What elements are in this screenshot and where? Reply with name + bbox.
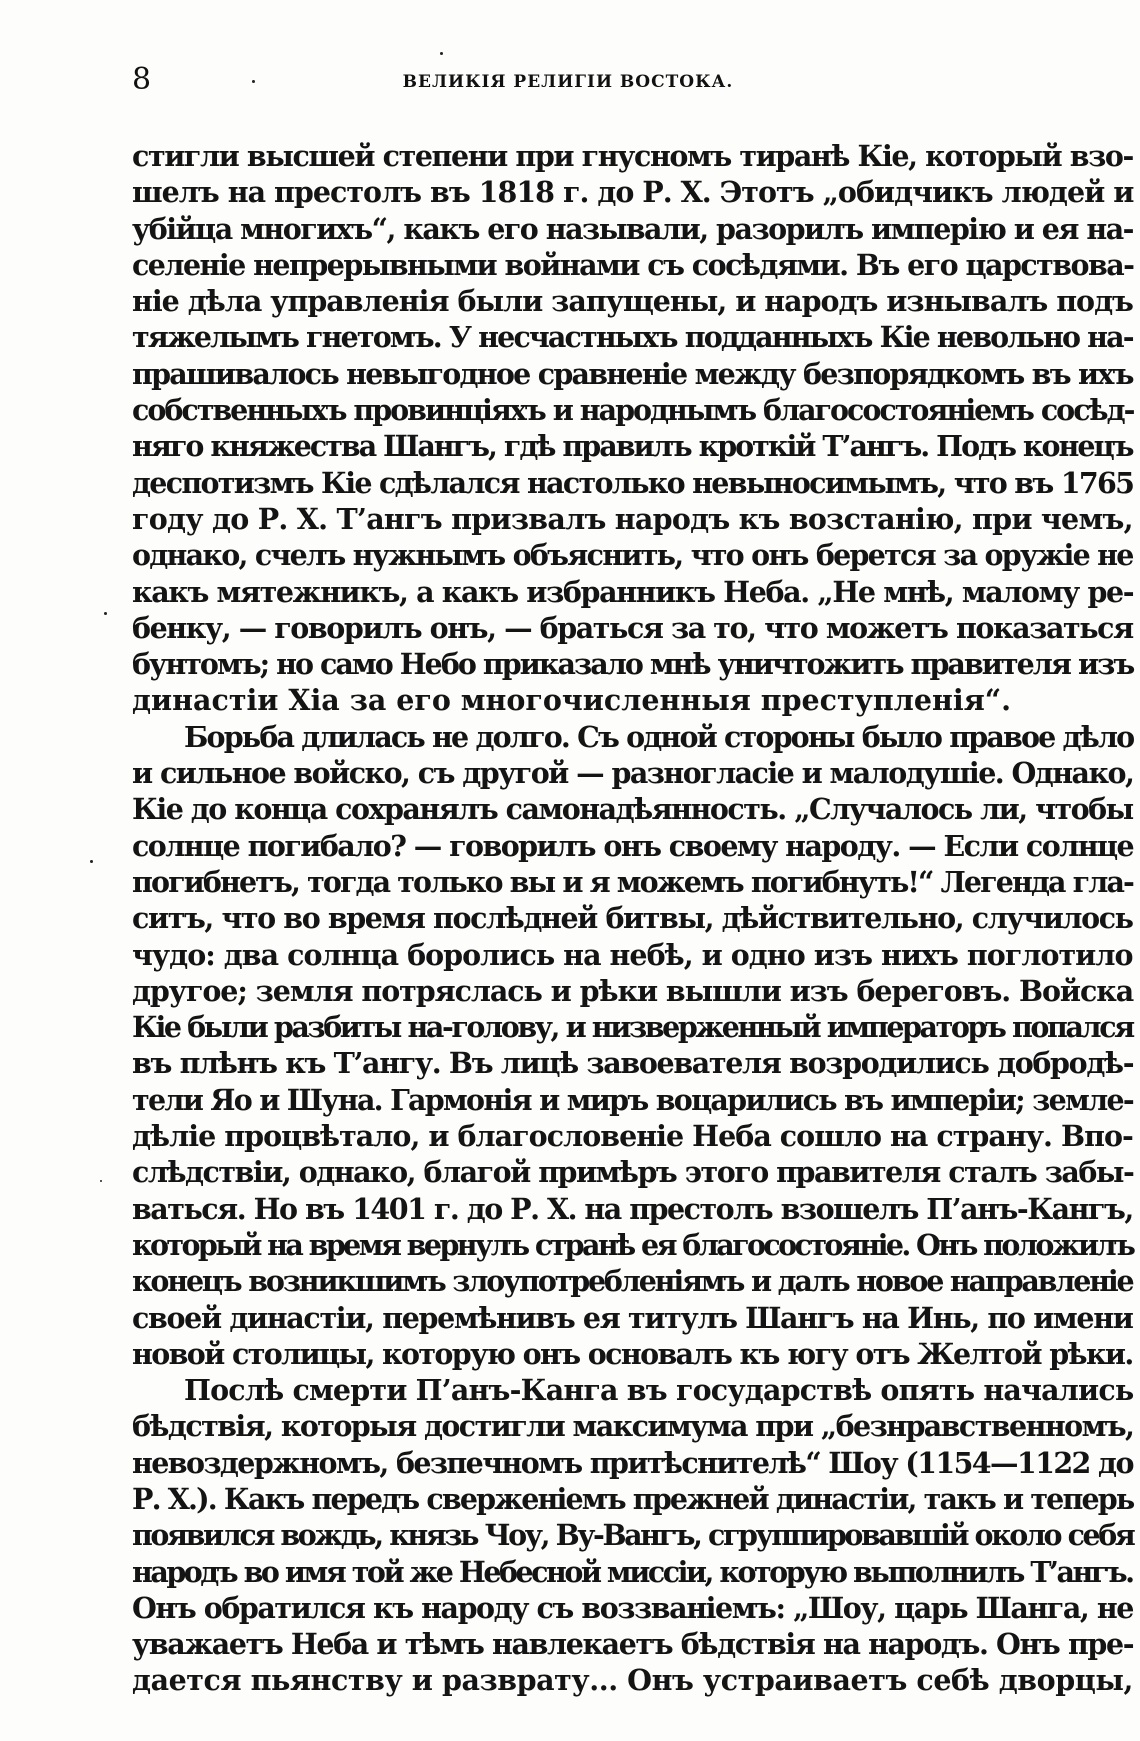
text-line: который на время вернулъ странѣ ея благосостояніе. Онъ положилъ <box>132 1227 1134 1262</box>
print-speck <box>440 52 443 55</box>
text-line: однако, счелъ нужнымъ объяснить, что онъ берется за оружіе не <box>132 538 1133 573</box>
text-line: слѣдствіи, однако, благой примѣръ этого правителя сталъ забы- <box>132 1155 1134 1190</box>
text-line: стигли высшей степени при гнусномъ тиранѣ Кіе, который взо- <box>132 139 1133 173</box>
text-line: Кіе до конца сохранялъ самонадѣянность. „Случалось ли, чтобы <box>132 792 1133 827</box>
text-line: въ плѣнъ къ Т’ангу. Въ лицѣ завоевателя возродились добродѣ- <box>132 1046 1134 1081</box>
text-line: уважаетъ Неба и тѣмъ навлекаетъ бѣдствія на народъ. Онъ пре- <box>132 1627 1134 1662</box>
text-line: какъ мятежникъ, а какъ избранникъ Неба. „Не мнѣ, малому ре- <box>132 574 1134 609</box>
text-line: собственныхъ провинціяхъ и народнымъ благосостояніемъ сосѣд- <box>132 393 1134 428</box>
text-line: селеніе непрерывными войнами съ сосѣдями. Въ его царствова- <box>132 247 1134 282</box>
paragraph <box>132 719 1133 1372</box>
text-line: деспотизмъ Кіе сдѣлался настолько невыносимымъ, что въ 1765 <box>132 465 1134 500</box>
text-line: конецъ возникшимъ злоупотребленіямъ и далъ новое направленіе <box>132 1264 1133 1299</box>
text-line: ніе дѣла управленія были запущены, и народъ изнывалъ подъ <box>132 284 1133 319</box>
paragraph <box>132 138 1133 719</box>
text-line: ситъ, что во время послѣдней битвы, дѣйствительно, случилось <box>132 901 1133 936</box>
print-speck <box>104 612 107 615</box>
paragraph <box>132 1372 1133 1699</box>
text-line: прашивалось невыгодное сравненіе между безпорядкомъ въ ихъ <box>132 356 1133 391</box>
text-line: династіи Хіа за его многочисленныя преступленія“. <box>132 683 1012 718</box>
text-line: дѣліе процвѣтало, и благословеніе Неба сошло на страну. Впо- <box>132 1119 1133 1154</box>
text-line: няго княжества Шангъ, гдѣ правилъ кроткій Т’ангъ. Подъ конецъ <box>132 429 1133 464</box>
text-line: бенку, — говорилъ онъ, — браться за то, что можетъ показаться <box>132 610 1133 645</box>
print-speck <box>252 80 255 83</box>
text-line: новой столицы, которую онъ основалъ къ югу отъ Желтой рѣки. <box>132 1336 1133 1371</box>
text-line: появился вождь, князь Чоу, Ву-Вангъ, сгруппировавшій около себя <box>132 1518 1134 1553</box>
text-line: Борьба длилась не долго. Съ одной стороны было правое дѣло <box>184 719 1134 754</box>
text-line: и сильное войско, съ другой — разногласіе и малодушіе. Однако, <box>132 756 1134 791</box>
text-line: убійца многихъ“, какъ его называли, разорилъ имперію и ея на- <box>132 211 1134 246</box>
text-line: Р. Х.). Какъ передъ сверженіемъ прежней династіи, такъ и теперь <box>132 1481 1134 1516</box>
text-line: шелъ на престолъ въ 1818 г. до Р. Х. Этотъ „обидчикъ людей и <box>132 175 1134 210</box>
text-line: чудо: два солнца боролись на небѣ, и одно изъ нихъ поглотило <box>132 937 1133 972</box>
running-title: ВЕЛИКІЯ РЕЛИГІИ ВОСТОКА. <box>402 72 734 92</box>
text-line: Кіе были разбиты на-голову, и низверженный императоръ попался <box>132 1010 1133 1045</box>
text-line: другое; земля потряслась и рѣки вышли изъ береговъ. Войска <box>132 973 1134 1008</box>
text-line: бѣдствія, которыя достигли максимума при „безнравственномъ, <box>132 1409 1134 1444</box>
print-speck <box>90 860 93 863</box>
body-text <box>132 138 1133 1699</box>
text-line: тяжелымъ гнетомъ. У несчастныхъ подданныхъ Кіе невольно на- <box>132 320 1133 355</box>
text-line: невоздержномъ, безпечномъ притѣснителѣ“ Шоу (1154—1122 до <box>132 1445 1133 1480</box>
text-line: году до Р. Х. Т’ангъ призвалъ народъ къ возстанію, при чемъ, <box>132 501 1133 536</box>
text-line: солнце погибало? — говорилъ онъ своему народу. — Если солнце <box>132 828 1134 863</box>
text-line: народъ во имя той же Небесной миссіи, которую выполнилъ Т’ангъ. <box>132 1554 1133 1589</box>
text-line: ваться. Но въ 1401 г. до Р. Х. на престолъ взошелъ П’анъ-Кангъ, <box>132 1191 1133 1226</box>
print-speck <box>100 1180 102 1182</box>
text-line: дается пьянству и разврату... Онъ устраиваетъ себѣ дворцы, <box>132 1663 1133 1698</box>
text-line: бунтомъ; но само Небо приказало мнѣ уничтожить правителя изъ <box>132 647 1134 682</box>
text-line: Послѣ смерти П’анъ-Канга въ государствѣ опять начались <box>184 1373 1134 1408</box>
text-line: Онъ обратился къ народу съ воззваніемъ: „Шоу, царь Шанга, не <box>132 1590 1133 1625</box>
text-line: тели Яо и Шуна. Гармонія и миръ воцарились въ имперіи; земле- <box>132 1082 1133 1117</box>
page-header <box>128 62 1008 102</box>
page-number: 8 <box>132 62 152 97</box>
text-line: своей династіи, перемѣнивъ ея титулъ Шангъ на Инь, по имени <box>132 1300 1133 1335</box>
text-line: погибнетъ, тогда только вы и я можемъ погибнуть!“ Легенда гла- <box>132 864 1133 899</box>
